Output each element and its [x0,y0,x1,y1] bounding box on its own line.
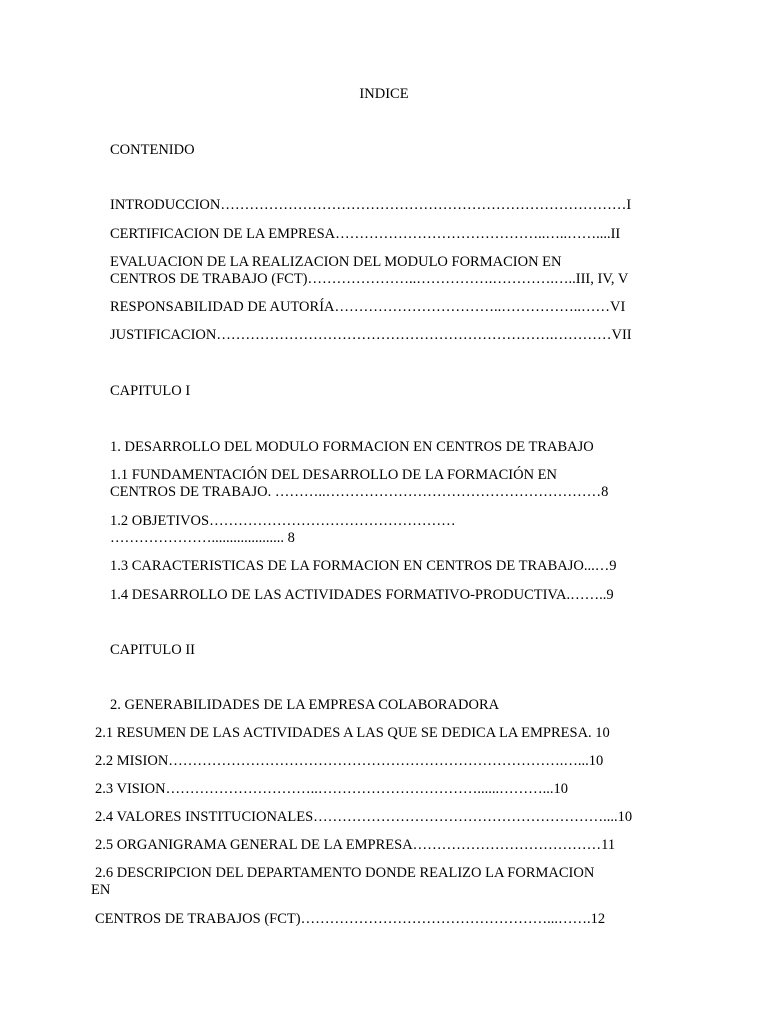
toc-entry-certificacion: CERTIFICACION DE LA EMPRESA……………………………………..…..……....II [110,226,621,242]
toc-entry-1-1-line2: CENTROS DE TRABAJO. ………..…………………………………………………8 [110,484,609,500]
toc-entry-1-3: 1.3 CARACTERISTICAS DE LA FORMACION EN CENTROS DE TRABAJO...…9 [110,558,617,574]
toc-entry-2: 2. GENERABILIDADES DE LA EMPRESA COLABORADORA [110,697,500,713]
toc-entry-1-4: 1.4 DESARROLLO DE LAS ACTIVIDADES FORMATIVO-PRODUCTIVA.……..9 [110,587,614,603]
toc-entry-1-1-line1: 1.1 FUNDAMENTACIÓN DEL DESARROLLO DE LA FORMACIÓN EN [110,467,557,483]
toc-entry-justificacion: JUSTIFICACION…………………………………………………………….…………VII [110,327,632,343]
toc-entry-1: 1. DESARROLLO DEL MODULO FORMACION EN CENTROS DE TRABAJO [110,439,594,455]
toc-entry-evaluacion-line2: CENTROS DE TRABAJO (FCT)…………………..…………….………….…..III, IV, V [110,271,629,287]
toc-entry-responsabilidad: RESPONSABILIDAD DE AUTORÍA……………………………..……………..……VI [110,299,626,315]
toc-entry-2-6-line3: CENTROS DE TRABAJOS (FCT)……………………………………………...…….12 [95,911,606,927]
toc-entry-2-6-line2: EN [91,882,111,898]
toc-entry-1-2-line2: ………………….................... 8 [110,530,295,546]
toc-entry-2-4: 2.4 VALORES INSTITUCIONALES……………………………………………………....10 [95,809,633,825]
toc-entry-1-2-line1: 1.2 OBJETIVOS…………………………………………… [110,513,456,529]
toc-entry-2-1: 2.1 RESUMEN DE LAS ACTIVIDADES A LAS QUE SE DEDICA LA EMPRESA. 10 [95,725,610,741]
toc-entry-introduccion: INTRODUCCION…………………………………………………………………………I [110,197,632,213]
page-title: INDICE [359,86,409,102]
toc-entry-2-5: 2.5 ORGANIGRAMA GENERAL DE LA EMPRESA…………………………………11 [95,837,616,853]
chapter-heading-2: CAPITULO II [110,642,195,658]
toc-entry-2-2: 2.2 MISION……………………………………………………………………….…...10 [95,753,604,769]
toc-entry-2-3: 2.3 VISION…………………………..……………………………......………...10 [95,781,568,797]
section-heading: CONTENIDO [110,142,195,158]
toc-entry-2-6-line1: 2.6 DESCRIPCION DEL DEPARTAMENTO DONDE REALIZO LA FORMACION [95,865,595,881]
toc-entry-evaluacion-line1: EVALUACION DE LA REALIZACION DEL MODULO FORMACION EN [110,254,562,270]
chapter-heading-1: CAPITULO I [110,383,191,399]
